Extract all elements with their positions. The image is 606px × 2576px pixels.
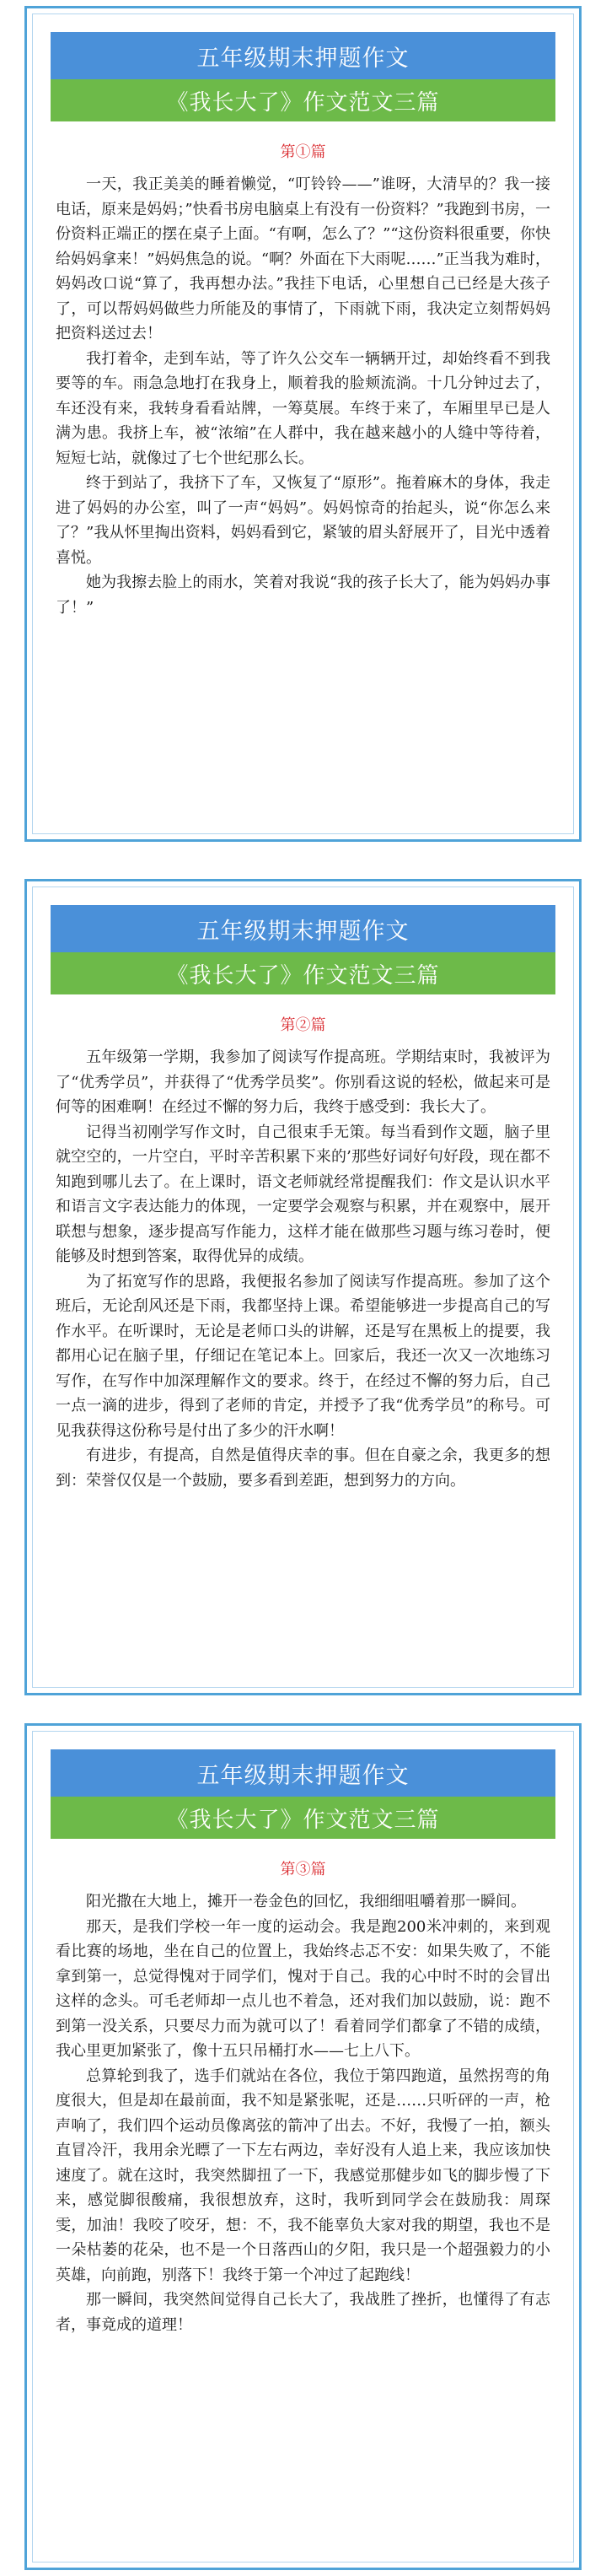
essay-paragraph: 那一瞬间，我突然间觉得自己长大了，我战胜了挫折，也懂得了有志者，事竟成的道理！ [56, 2291, 550, 2334]
essay-card-3 [24, 1723, 582, 2570]
essay-body [51, 1045, 555, 1493]
card-subtitle: 《我长大了》作文范文三篇 [51, 1797, 555, 1839]
card-subtitle: 《我长大了》作文范文三篇 [51, 952, 555, 994]
essay-body [51, 172, 555, 620]
essay-paragraph: 那天，是我们学校一年一度的运动会。我是跑200米冲刺的，来到观看比赛的场地，坐在自己的位置上，我始终忐忑不安：如果失败了，不能拿到第一，总觉得愧对于同学们，愧对于自己。我的心中时不时的会冒出这样的念头。可毛老师却一点儿也不着急，还对我们加以鼓励，说：跑不到第一没关系，只要尽力而为就可以了！看着同学们都拿了不错的成绩，我心里更加紧张了，像十五只吊桶打水——七上八下。 [56, 1917, 550, 2060]
essay-card-2 [24, 879, 582, 1695]
card-title: 五年级期末押题作文 [51, 32, 555, 79]
card-title: 五年级期末押题作文 [51, 1749, 555, 1797]
essay-paragraph: 终于到站了，我挤下了车，又恢复了“原形”。拖着麻木的身体，我走进了妈妈的办公室，叫了一声“妈妈”。妈妈惊奇的抬起头，说“你怎么来了？”我从怀里掏出资料，妈妈看到它，紧皱的眉头舒展开了，目光中透着喜悦。 [56, 474, 550, 567]
piece-label: 第③篇 [280, 1861, 326, 1878]
essay-paragraph: 一天，我正美美的睡着懒觉，“叮铃铃——”谁呀，大清早的？我一接电话，原来是妈妈；”快看书房电脑桌上有没有一份资料？”我跑到书房，一份资料正端正的摆在桌子上面。“有啊，怎么了？”“这份资料很重要，你快给妈妈拿来！”妈妈焦急的说。“啊？外面在下大雨呢……”正当我为难时，妈妈改口说“算了，我再想办法。”我挂下电话，心里想自己已经是大孩子了，可以帮妈妈做些力所能及的事情了，下雨就下雨，我决定立刻帮妈妈把资料送过去！ [56, 175, 550, 342]
essay-paragraph: 为了拓宽写作的思路，我便报名参加了阅读写作提高班。参加了这个班后，无论刮风还是下雨，我都坚持上课。希望能够进一步提高自己的写作水平。在听课时，无论是老师口头的讲解，还是写在黑板上的提要，我都用心记在脑子里，仔细记在笔记本上。回家后，我还一次又一次地练习写作，在写作中加深理解作文的要求。终于，在经过不懈的努力后，自己一点一滴的进步，得到了老师的肯定，并授予了我“优秀学员”的称号。可见我获得这份称号是付出了多少的汗水啊！ [56, 1272, 550, 1440]
card-title: 五年级期末押题作文 [51, 905, 555, 952]
card-subtitle: 《我长大了》作文范文三篇 [51, 79, 555, 121]
essay-paragraph: 我打着伞，走到车站，等了许久公交车一辆辆开过，却始终看不到我要等的车。雨急急地打在我身上，顺着我的脸颊流淌。十几分钟过去了，车还没有来，我转身看看站牌，一筹莫展。车终于来了，车厢里早已是人满为患。我挤上车，被“浓缩”在人群中，我在越来越小的人缝中等待着，短短七站，就像过了七个世纪那么长。 [56, 349, 550, 467]
essay-paragraph: 记得当初刚学写作文时，自己很束手无策。每当看到作文题，脑子里就空空的，一片空白，平时辛苦积累下来的’那些好词好句好段，现在都不知跑到哪儿去了。在上课时，语文老师就经常提醒我们：作文是认识水平和语言文字表达能力的体现，一定要学会观察与积累，并在观察中，展开联想与想象，逐步提高写作能力，这样才能在做那些习题与练习卷时，便能够及时想到答案，取得优异的成绩。 [56, 1123, 550, 1265]
essay-card-1 [24, 6, 582, 842]
essay-paragraph: 有进步，有提高，自然是值得庆幸的事。但在自豪之余，我更多的想到：荣誉仅仅是一个鼓励，要多看到差距，想到努力的方向。 [56, 1447, 550, 1490]
essay-body [51, 1889, 555, 2337]
essay-paragraph: 五年级第一学期，我参加了阅读写作提高班。学期结束时，我被评为了“优秀学员”，并获得了“优秀学员奖”。你别看这说的轻松，做起来可是何等的困难啊！在经过不懈的努力后，我终于感受到：我长大了。 [56, 1048, 550, 1116]
essay-paragraph: 她为我擦去脸上的雨水，笑着对我说“我的孩子长大了，能为妈妈办事了！” [56, 574, 550, 617]
piece-label: 第①篇 [280, 143, 326, 161]
essay-paragraph: 总算轮到我了，选手们就站在各位，我位于第四跑道，虽然拐弯的角度很大，但是却在最前面，我不知是紧张呢，还是……只听砰的一声，枪声响了，我们四个运动员像离弦的箭冲了出去。不好，我慢了一拍，额头直冒冷汗，我用余光瞟了一下左右两边，幸好没有人追上来，我应该加快速度了。就在这时，我突然脚扭了一下，我感觉那健步如飞的脚步慢了下来，感觉脚很酸痛，我很想放弃，这时，我听到同学会在鼓励我：周琛雯，加油！我咬了咬牙，想：不，我不能辜负大家对我的期望，我也不是一朵枯萎的花朵，也不是一个日落西山的夕阳，我只是一个超强毅力的小英雄，向前跑，别落下！我终于第一个冲过了起跑线！ [56, 2067, 550, 2284]
piece-label: 第②篇 [280, 1016, 326, 1034]
essay-paragraph: 阳光撒在大地上，摊开一卷金色的回忆，我细细咀嚼着那一瞬间。 [86, 1893, 526, 1910]
